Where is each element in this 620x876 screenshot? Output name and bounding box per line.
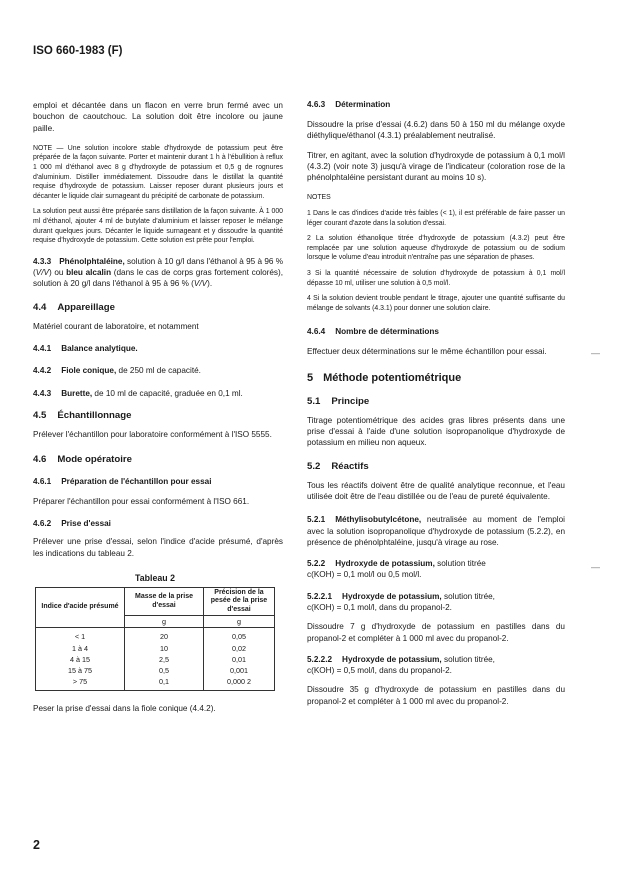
section-heading-4-6 xyxy=(33,454,283,465)
section-title: Burette, xyxy=(61,389,93,399)
left-column xyxy=(33,100,283,714)
table-unit: g xyxy=(125,616,204,628)
section-number: 4.3.3 xyxy=(33,256,52,266)
section-title: Appareillage xyxy=(57,301,115,313)
text-run: bleu alcalin xyxy=(66,268,112,278)
section-5-2-2-1 xyxy=(307,591,565,602)
page-number: 2 xyxy=(33,838,40,852)
table-header: Indice d'acide présumé xyxy=(36,587,125,628)
section-number: 4.6.3 xyxy=(307,100,326,109)
section-title: Hydroxyde de potassium, xyxy=(342,591,442,601)
section-text: Dissoudre 7 g d'hydroxyde de potassium en pastilles dans du propanol-2 et compléter à 1 000 ml avec du propanol-2. xyxy=(307,622,565,643)
section-title: Hydroxyde de potassium, xyxy=(335,559,435,569)
section-4-6-4 xyxy=(307,327,565,336)
section-4-4-2 xyxy=(33,365,283,376)
note-paragraph: NOTE — Une solution incolore stable d'hydroxyde de potassium peut être préparée de la façon suivante. Porter et maintenir durant 1 h à l'ébullition à reflux 1 000 ml d'éthanol avec 8 g d'hydroxyde de potassium et 0,5 g de rognures d'aluminium. Distiller immédiatement. Dissoudre dans le distillat la quantité requise d'hydroxyde de potassium. Laisser reposer durant plusieurs jours et décanter le liquide clair surnageant du précipité de carbonate de potassium. xyxy=(33,144,283,200)
table-cell: 15 à 75 xyxy=(36,665,125,676)
table-cell: > 75 xyxy=(36,676,125,690)
table-title: Tableau 2 xyxy=(135,572,175,583)
section-heading-5-1 xyxy=(307,396,565,407)
section-title: Balance analytique. xyxy=(61,344,138,354)
table-cell: 0,05 xyxy=(204,628,275,643)
table-header: Masse de la prise d'essai xyxy=(125,587,204,616)
text-run: V/V xyxy=(35,268,49,278)
text-run: de 10 ml de capacité, graduée en 0,1 ml. xyxy=(92,389,243,399)
table-2 xyxy=(35,587,275,691)
table-cell: 0,01 xyxy=(204,654,275,665)
right-column xyxy=(307,100,565,707)
table-row xyxy=(36,628,275,643)
section-text: Prélever une prise d'essai, selon l'indice d'acide présumé, d'après les indications du tableau 2. xyxy=(33,537,283,558)
section-text: Prélever l'échantillon pour laboratoire conformément à l'ISO 5555. xyxy=(33,429,272,439)
section-4-3-3 xyxy=(33,256,283,290)
section-title: Méthode potentiométrique xyxy=(323,371,462,384)
section-5-2-2-2 xyxy=(307,654,565,665)
table-row xyxy=(36,654,275,665)
section-number: 4.4.1 xyxy=(33,344,52,354)
section-number: 5.2 xyxy=(307,460,321,472)
section-number: 4.4.2 xyxy=(33,366,52,376)
section-number: 4.6 xyxy=(33,453,47,465)
document-header: ISO 660-1983 (F) xyxy=(33,45,123,57)
table-cell: 2,5 xyxy=(125,654,204,665)
section-text: Préparer l'échantillon pour essai conformément à l'ISO 661. xyxy=(33,496,250,506)
note-1: 1 Dans le cas d'indices d'acide très faibles (< 1), il est préférable de faire passer un léger courant d'azote dans la solution d'essai. xyxy=(307,210,565,227)
table-unit: g xyxy=(204,616,275,628)
section-title: Préparation de l'échantillon pour essai xyxy=(61,476,212,486)
section-5-2-1 xyxy=(307,514,565,548)
section-number: 4.6.4 xyxy=(307,327,326,337)
section-text: Matériel courant de laboratoire, et notamment xyxy=(33,321,199,331)
section-title: Réactifs xyxy=(331,460,369,472)
concentration: c(KOH) = 0,1 mol/l ou 0,5 mol/l. xyxy=(307,570,422,580)
section-title: Méthylisobutylcétone, xyxy=(335,515,422,525)
intro-paragraph: emploi et décantée dans un flacon en verre brun fermé avec un bouchon de caoutchouc. La solution doit être incolore ou jaune paille. xyxy=(33,101,283,133)
section-number: 4.6.2 xyxy=(33,519,52,529)
text-run: ) ou xyxy=(48,268,67,278)
section-heading-5 xyxy=(307,372,565,384)
section-number: 4.4 xyxy=(33,301,47,313)
margin-mark: — xyxy=(591,348,600,358)
table-row xyxy=(36,665,275,676)
section-text: Dissoudre la prise d'essai (4.6.2) dans 50 à 150 ml du mélange oxyde diéthylique/éthanol (4.3.1) préalablement neutralisé. xyxy=(307,120,565,141)
section-title: Principe xyxy=(331,395,370,407)
section-title: Phénolphtaléine, xyxy=(59,256,125,266)
section-title: Détermination xyxy=(335,100,391,109)
section-text: Dissoudre 35 g d'hydroxyde de potassium en pastilles dans du propanol-2 et compléter à 1 000 ml avec du propanol-2. xyxy=(307,685,565,706)
table-cell: 0,001 xyxy=(204,665,275,676)
section-4-6-1 xyxy=(33,477,283,486)
margin-mark: — xyxy=(591,562,600,572)
section-number: 4.6.1 xyxy=(33,476,52,486)
section-title: Mode opératoire xyxy=(57,453,132,465)
section-heading-4-5 xyxy=(33,410,283,421)
text-run: (dans le cas de corps gras fortement colorés), solution à 20 g/l dans l'éthanol à 95 à 96 % ( xyxy=(33,268,283,289)
section-number: 4.5 xyxy=(33,409,47,421)
section-number: 5 xyxy=(307,371,314,384)
section-4-4-1 xyxy=(33,344,283,353)
section-title: Prise d'essai xyxy=(61,519,111,529)
table-row xyxy=(36,643,275,654)
section-4-6-3 xyxy=(307,100,565,109)
section-title: Fiole conique, xyxy=(61,366,117,376)
section-title: Nombre de déterminations xyxy=(335,327,439,337)
note-3: 3 Si la quantité nécessaire de solution d'hydroxyde de potassium à 0,1 mol/l dépasse 10 ml, utiliser une solution à 0,5 mol/l. xyxy=(307,270,565,287)
note-4: 4 Si la solution devient trouble pendant le titrage, ajouter une quantité suffisante du mélange de solvants (4.3.1) pour donner une solution claire. xyxy=(307,295,565,312)
section-number: 5.2.1 xyxy=(307,515,326,525)
notes-label: NOTES xyxy=(307,194,331,202)
table-cell: 0,5 xyxy=(125,665,204,676)
table-cell: 0,000 2 xyxy=(204,676,275,690)
table-row xyxy=(36,676,275,690)
table-cell: 10 xyxy=(125,643,204,654)
table-cell: 1 à 4 xyxy=(36,643,125,654)
table-cell: 4 à 15 xyxy=(36,654,125,665)
text-run: solution titrée, xyxy=(441,654,495,664)
table-cell: 20 xyxy=(125,628,204,643)
text-run: ). xyxy=(207,279,213,289)
text-run: neutralisée au moment de l'emploi avec la solution isopropanolique d'hydroxyde de potassium (5.2.2), en présence de phénolphtaléine, jusqu'à virage au rose. xyxy=(307,515,565,547)
section-heading-4-4 xyxy=(33,302,283,313)
section-text: Tous les réactifs doivent être de qualité analytique reconnue, et l'eau utilisée doit être de l'eau distillée ou de l'eau de pureté équivalente. xyxy=(307,480,565,501)
table-header: Précision de la pesée de la prise d'essai xyxy=(204,587,275,616)
section-title: Hydroxyde de potassium, xyxy=(342,654,442,664)
section-5-2-2 xyxy=(307,558,565,569)
table-cell: < 1 xyxy=(36,628,125,643)
text-run: V/V xyxy=(193,279,208,289)
section-text: Titrage potentiométrique des acides gras libres présents dans une prise d'essai à l'aide d'une solution isopropanolique d'hydroxyde de potassium en milieu non aqueux. xyxy=(307,415,565,448)
section-number: 5.2.2 xyxy=(307,559,326,569)
table-cell: 0,02 xyxy=(204,643,275,654)
text-run: de 250 ml de capacité. xyxy=(116,366,201,376)
section-heading-5-2 xyxy=(307,461,565,472)
note-2: 2 La solution éthanolique titrée d'hydroxyde de potassium (4.3.2) peut être remplacée par une solution aqueuse d'hydroxyde de potassium ou de sodium lorsque le volume d'eau introduit n'entraîne pas une séparation de phases. xyxy=(307,235,565,262)
table-header-row xyxy=(36,587,275,616)
section-number: 5.2.2.1 xyxy=(307,591,333,601)
closing-paragraph: Peser la prise d'essai dans la fiole conique (4.4.2). xyxy=(33,703,216,713)
section-4-4-3 xyxy=(33,388,283,399)
note-paragraph-2: La solution peut aussi être préparée sans distillation de la façon suivante. À 1 000 ml d'éthanol, ajouter 4 ml de butylate d'aluminium et laisser reposer le mélange durant quelques jours. Décanter le liquide surnageant et y dissoudre la quantité requise d'hydroxyde de potassium. Cette solution est prête pour l'emploi. xyxy=(33,208,283,245)
concentration: c(KOH) = 0,5 mol/l, dans du propanol-2. xyxy=(307,666,452,676)
table-cell: 0,1 xyxy=(125,676,204,690)
text-run: solution titrée, xyxy=(441,591,495,601)
text-run: solution à 10 g/l dans l'éthanol à 95 à 96 % ( xyxy=(33,256,283,278)
section-text: Titrer, en agitant, avec la solution d'hydroxyde de potassium à 0,1 mol/l (4.3.2) (voir note 3) jusqu'à virage de l'indicateur (coloration rose de la phénolphtaléine persistant durant au moins 10 s). xyxy=(307,150,565,183)
section-number: 4.4.3 xyxy=(33,389,52,399)
section-number: 5.2.2.2 xyxy=(307,654,333,664)
section-text: Effectuer deux déterminations sur le même échantillon pour essai. xyxy=(307,347,547,357)
text-run: solution titrée xyxy=(434,559,486,569)
concentration: c(KOH) = 0,1 mol/l, dans du propanol-2. xyxy=(307,602,452,612)
section-title: Échantillonnage xyxy=(57,409,132,421)
section-4-6-2 xyxy=(33,519,283,528)
section-number: 5.1 xyxy=(307,395,321,407)
